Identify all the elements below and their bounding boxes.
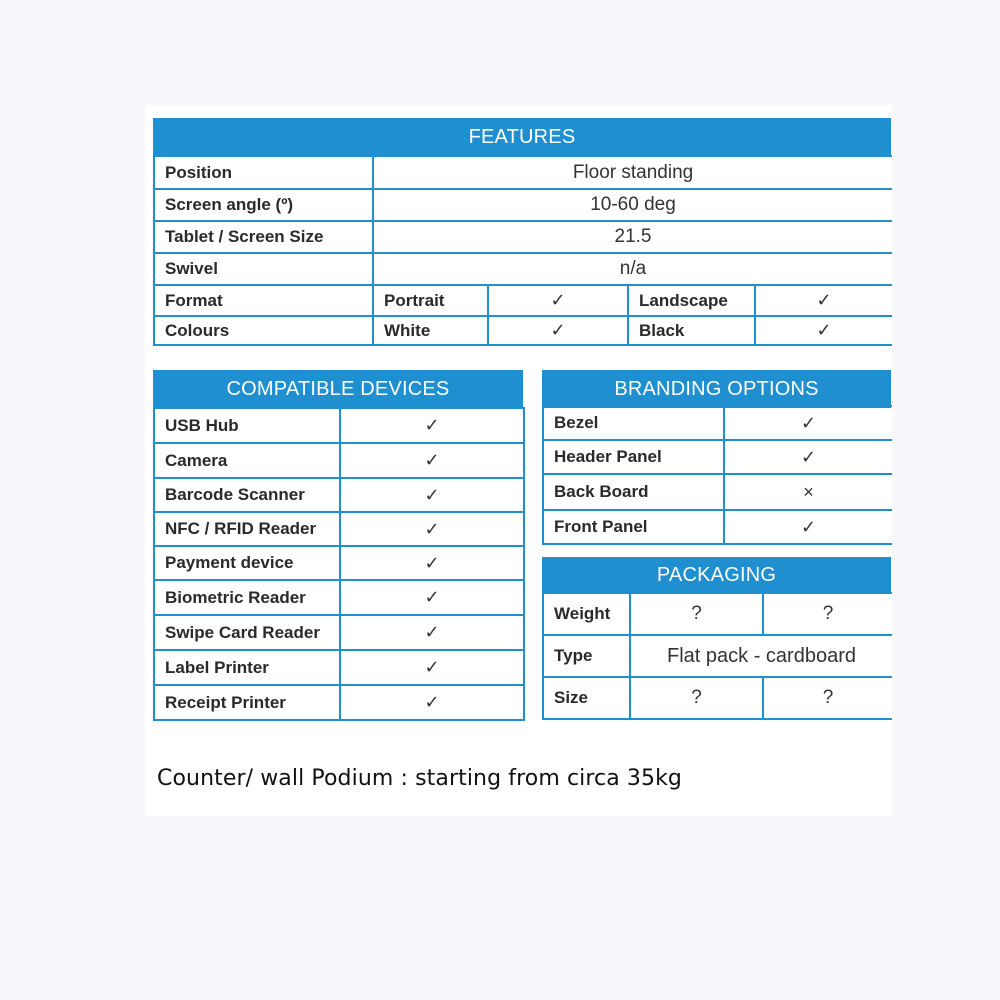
device-label: USB Hub bbox=[154, 408, 340, 443]
colours-black-check-icon: ✓ bbox=[755, 316, 892, 345]
colours-label: Colours bbox=[154, 316, 373, 345]
features-row-position bbox=[154, 156, 892, 189]
colours-white-label: White bbox=[373, 316, 488, 345]
compatible-devices-header: COMPATIBLE DEVICES bbox=[153, 370, 523, 408]
colours-black-label: Black bbox=[628, 316, 755, 345]
features-row-colours bbox=[154, 316, 892, 345]
compatible-devices-table bbox=[153, 407, 525, 721]
table-row bbox=[154, 512, 524, 546]
branding-options-header: BRANDING OPTIONS bbox=[542, 370, 891, 408]
branding-label: Back Board bbox=[543, 474, 724, 510]
check-icon: ✓ bbox=[340, 650, 524, 685]
device-label: Label Printer bbox=[154, 650, 340, 685]
table-row bbox=[154, 615, 524, 650]
table-row bbox=[154, 443, 524, 478]
table-row bbox=[543, 406, 892, 440]
device-label: Camera bbox=[154, 443, 340, 478]
format-label: Format bbox=[154, 285, 373, 316]
table-row bbox=[543, 440, 892, 474]
packaging-row-size bbox=[543, 677, 892, 719]
weight-label: Weight bbox=[543, 593, 630, 635]
device-label: Swipe Card Reader bbox=[154, 615, 340, 650]
check-icon: ✓ bbox=[340, 615, 524, 650]
table-row bbox=[154, 650, 524, 685]
features-row-format bbox=[154, 285, 892, 316]
device-label: Biometric Reader bbox=[154, 580, 340, 615]
device-label: Receipt Printer bbox=[154, 685, 340, 720]
check-icon: ✓ bbox=[340, 443, 524, 478]
packaging-table bbox=[542, 592, 892, 720]
features-row-screen-size bbox=[154, 221, 892, 253]
features-header: FEATURES bbox=[153, 118, 891, 156]
cross-icon: × bbox=[724, 474, 892, 510]
format-portrait-check-icon: ✓ bbox=[488, 285, 628, 316]
caption-text: Counter/ wall Podium : starting from circa 35kg bbox=[157, 766, 682, 791]
branding-label: Front Panel bbox=[543, 510, 724, 544]
branding-options-table bbox=[542, 405, 892, 545]
packaging-header: PACKAGING bbox=[542, 557, 891, 593]
check-icon: ✓ bbox=[340, 685, 524, 720]
device-label: Payment device bbox=[154, 546, 340, 580]
colours-white-check-icon: ✓ bbox=[488, 316, 628, 345]
screen-size-value: 21.5 bbox=[373, 221, 892, 253]
check-icon: ✓ bbox=[340, 512, 524, 546]
check-icon: ✓ bbox=[724, 406, 892, 440]
device-label: NFC / RFID Reader bbox=[154, 512, 340, 546]
device-label: Barcode Scanner bbox=[154, 478, 340, 512]
position-label: Position bbox=[154, 156, 373, 189]
table-row bbox=[154, 478, 524, 512]
screen-angle-label: Screen angle (º) bbox=[154, 189, 373, 221]
check-icon: ✓ bbox=[724, 510, 892, 544]
features-table bbox=[153, 155, 892, 346]
swivel-label: Swivel bbox=[154, 253, 373, 285]
features-row-swivel bbox=[154, 253, 892, 285]
table-row bbox=[154, 546, 524, 580]
weight-value-2: ? bbox=[763, 593, 892, 635]
table-row bbox=[543, 510, 892, 544]
weight-value-1: ? bbox=[630, 593, 763, 635]
size-label: Size bbox=[543, 677, 630, 719]
packaging-row-weight bbox=[543, 593, 892, 635]
check-icon: ✓ bbox=[340, 478, 524, 512]
format-landscape-label: Landscape bbox=[628, 285, 755, 316]
swivel-value: n/a bbox=[373, 253, 892, 285]
format-landscape-check-icon: ✓ bbox=[755, 285, 892, 316]
features-row-screen-angle bbox=[154, 189, 892, 221]
branding-label: Header Panel bbox=[543, 440, 724, 474]
size-value-2: ? bbox=[763, 677, 892, 719]
check-icon: ✓ bbox=[340, 580, 524, 615]
check-icon: ✓ bbox=[340, 546, 524, 580]
screen-angle-value: 10-60 deg bbox=[373, 189, 892, 221]
check-icon: ✓ bbox=[340, 408, 524, 443]
table-row bbox=[154, 408, 524, 443]
branding-label: Bezel bbox=[543, 406, 724, 440]
table-row bbox=[154, 685, 524, 720]
screen-size-label: Tablet / Screen Size bbox=[154, 221, 373, 253]
packaging-row-type bbox=[543, 635, 892, 677]
table-row bbox=[154, 580, 524, 615]
format-portrait-label: Portrait bbox=[373, 285, 488, 316]
position-value: Floor standing bbox=[373, 156, 892, 189]
type-value: Flat pack - cardboard bbox=[630, 635, 892, 677]
check-icon: ✓ bbox=[724, 440, 892, 474]
size-value-1: ? bbox=[630, 677, 763, 719]
type-label: Type bbox=[543, 635, 630, 677]
table-row bbox=[543, 474, 892, 510]
